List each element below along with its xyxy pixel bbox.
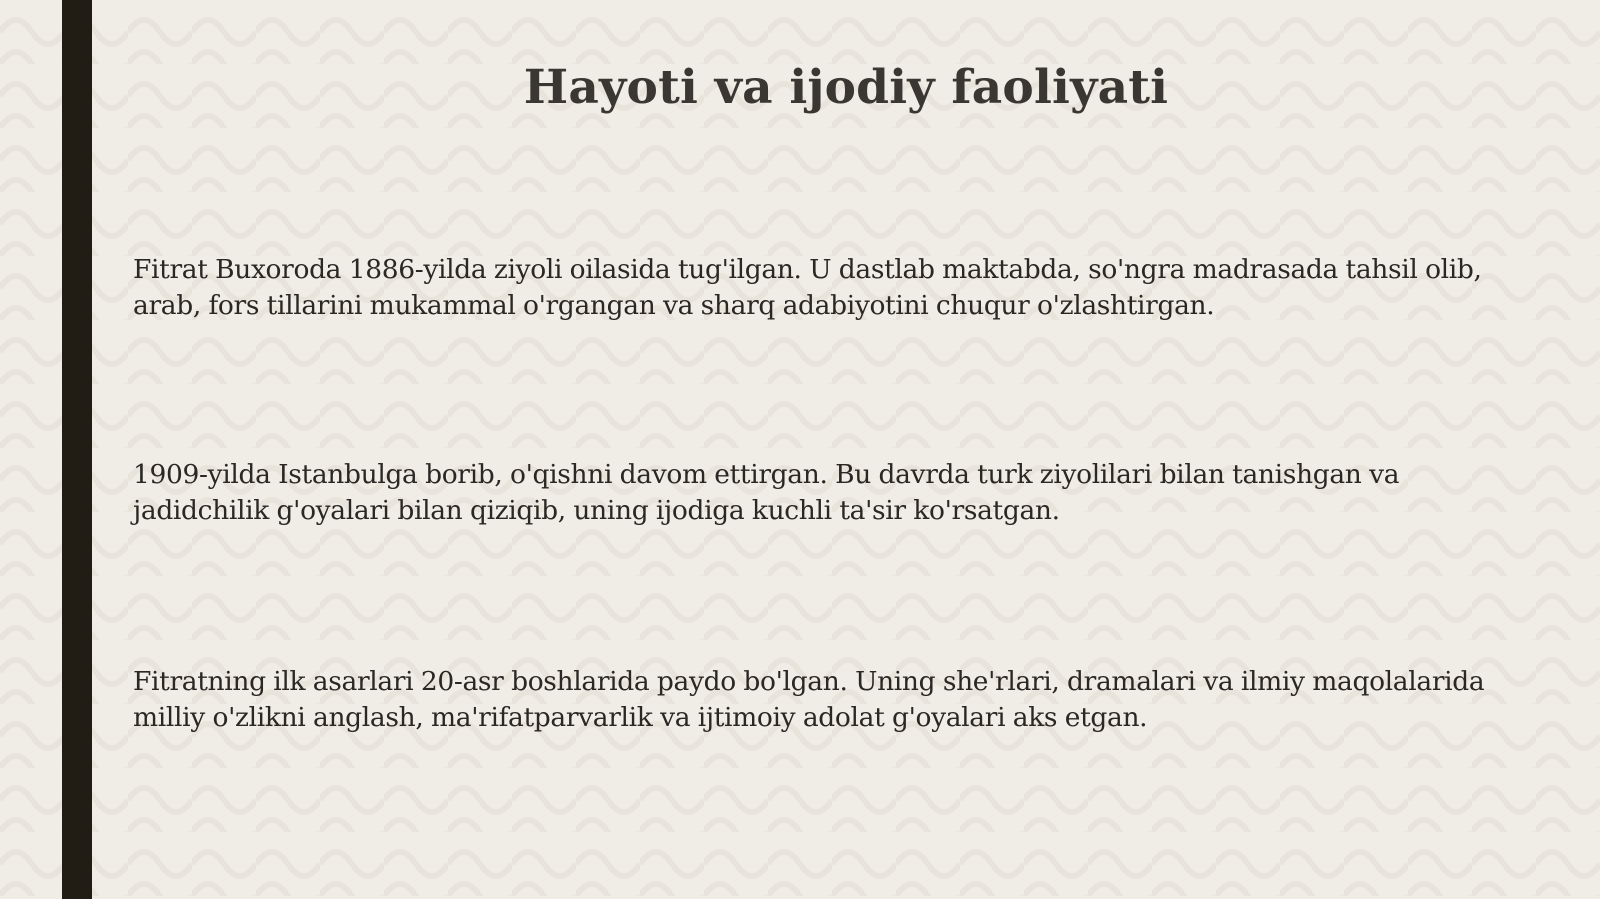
- paragraph-early-works: Fitratning ilk asarlari 20-asr boshlarida paydo bo'lgan. Uning she'rlari, dramalari va ilmiy maqolalarida milliy o'zlikni anglash, ma'rifatparvarlik va ijtimoiy adolat g'oyalari aks etgan.: [133, 666, 1485, 733]
- accent-bar: [62, 0, 92, 899]
- paragraph-istanbul: 1909-yilda Istanbulga borib, o'qishni davom ettirgan. Bu davrda turk ziyolilari bilan tanishgan va jadidchilik g'oyalari bilan qiziqib, uning ijodiga kuchli ta'sir ko'rsatgan.: [133, 459, 1400, 526]
- paragraph-birth-education: Fitrat Buxoroda 1886-yilda ziyoli oilasida tug'ilgan. U dastlab maktabda, so'ngra madrasada tahsil olib, arab, fors tillarini mukammal o'rgangan va sharq adabiyotini chuqur o'zlashtirgan.: [133, 254, 1482, 321]
- slide-title: Hayoti va ijodiy faoliyati: [523, 60, 1169, 115]
